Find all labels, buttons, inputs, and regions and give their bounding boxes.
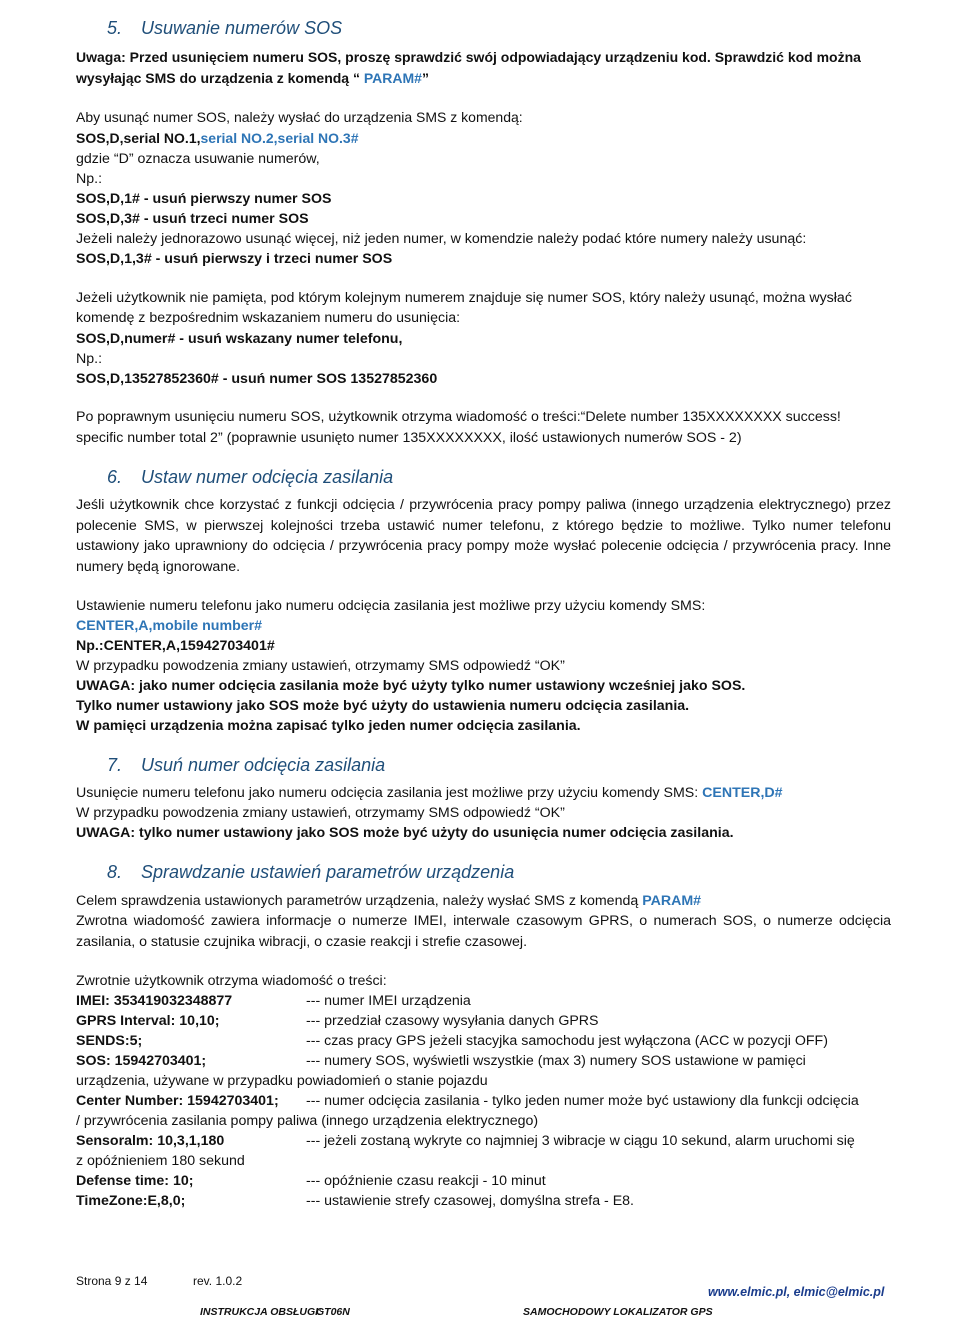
- contact-links[interactable]: www.elmic.pl, elmic@elmic.pl: [708, 1285, 885, 1299]
- param-description: --- numer IMEI urządzenia: [306, 993, 471, 1009]
- section-number: 6.: [107, 467, 123, 487]
- section-title: Sprawdzanie ustawień parametrów urządzenia: [141, 862, 515, 882]
- param-key: SOS: 15942703401;: [76, 1053, 207, 1069]
- param-key: GPRS Interval: 10,10;: [76, 1013, 220, 1029]
- param-command: PARAM#: [363, 70, 422, 86]
- paragraph-text: Zwrotnie użytkownik otrzyma wiadomość o treści:: [76, 973, 387, 989]
- param-key: TimeZone:E,8,0;: [76, 1193, 186, 1209]
- page-number: Strona 9 z 14: [76, 1274, 148, 1288]
- param-description-continued: z opóźnieniem 180 sekund: [76, 1153, 245, 1169]
- param-key: Sensoralm: 10,3,1,180: [76, 1133, 225, 1149]
- example-line: SOS,D,13527852360# - usuń numer SOS 13527852360: [76, 371, 438, 387]
- delete-command: SOS,D,serial NO.1,serial NO.2,serial NO.3#: [76, 130, 359, 146]
- warning-line-1: Uwaga: Przed usunięciem numeru SOS, proszę sprawdzić swój odpowiadający urządzeniu kod. Sprawdzić kod można: [76, 49, 861, 65]
- param-command: PARAM#: [642, 893, 702, 909]
- example-line: SOS,D,3# - usuń trzeci numer SOS: [76, 211, 309, 227]
- param-key: Defense time: 10;: [76, 1173, 194, 1189]
- param-key: IMEI: 353419032348877: [76, 993, 233, 1009]
- warning-line: UWAGA: jako numer odcięcia zasilania może być użyty tylko numer ustawiony wcześniej jako SOS.: [76, 678, 746, 694]
- param-description: --- czas pracy GPS jeżeli stacyjka samochodu jest wyłączona (ACC w pozycji OFF): [306, 1033, 828, 1049]
- note-text: gdzie “D” oznacza usuwanie numerów,: [76, 151, 320, 167]
- section-number: 7.: [107, 755, 123, 775]
- warning-line: UWAGA: tylko numer ustawiony jako SOS może być użyty do usunięcia numer odcięcia zasilania.: [76, 825, 734, 841]
- param-description-continued: urządzenia, używane w przypadku powiadomień o stanie pojazdu: [76, 1073, 488, 1089]
- section-number: 8.: [107, 862, 123, 882]
- product-name: SAMOCHODOWY LOKALIZATOR GPS: [523, 1306, 713, 1318]
- center-delete-command: CENTER,D#: [702, 785, 783, 801]
- warning-line: Tylko numer ustawiony jako SOS może być użyty do ustawienia numeru odcięcia zasilania.: [76, 698, 690, 714]
- warning-line: W pamięci urządzenia można zapisać tylko jeden numer odcięcia zasilania.: [76, 718, 581, 734]
- paragraph-text: Jeżeli należy jednorazowo usunąć więcej, niż jeden numer, w komendzie należy podać które numery należy usunąć:: [76, 231, 807, 247]
- paragraph-text: W przypadku powodzenia zmiany ustawień, otrzymamy SMS odpowiedź “OK”: [76, 805, 565, 821]
- example-line: SOS,D,1,3# - usuń pierwszy i trzeci numer SOS: [76, 251, 393, 267]
- param-key: SENDS:5;: [76, 1033, 143, 1049]
- paragraph-text: Usunięcie numeru telefonu jako numeru odcięcia zasilania jest możliwe przy użyciu komendy SMS: CENTER,D#: [76, 785, 783, 801]
- model-name: GT06N: [316, 1306, 350, 1318]
- param-description: --- numer odcięcia zasilania - tylko jeden numer może być ustawiony dla funkcji odcięcia: [306, 1093, 859, 1109]
- param-description: --- opóźnienie czasu reakcji - 10 minut: [306, 1173, 546, 1189]
- paragraph-text: Jeśli użytkownik chce korzystać z funkcji odcięcia / przywrócenia pracy pompy paliwa (innego urządzenia elektrycznego) przez polecenie SMS, w pierwszej kolejności trzeba ustawić numer telefonu, z którego będzie to możliwe. Tylko numer telefonu ustawiony jako uprawniony do odcięcia / przywrócenia pracy pompy może wysłać polecenie odcięcia / przywrócenia pracy. Inne numery będą ignorowane.: [76, 497, 891, 575]
- section-title: Usuń numer odcięcia zasilania: [141, 755, 386, 775]
- param-description: --- ustawienie strefy czasowej, domyślna strefa - E8.: [306, 1193, 635, 1209]
- paragraph-text: Ustawienie numeru telefonu jako numeru odcięcia zasilania jest możliwe przy użyciu komendy SMS:: [76, 598, 706, 614]
- section-number: 5.: [107, 18, 123, 38]
- paragraph-text: Po poprawnym usunięciu numeru SOS, użytkownik otrzyma wiadomość o treści:“Delete number 135XXXXXXXX success!: [76, 409, 841, 425]
- instruction-text: Aby usunąć numer SOS, należy wysłać do urządzenia SMS z komendą:: [76, 109, 523, 125]
- example-label: Np.:: [76, 351, 103, 367]
- example-line: SOS,D,numer# - usuń wskazany numer telefonu,: [76, 331, 403, 347]
- paragraph-text: specific number total 2” (poprawnie usunięto numer 135XXXXXXXX, ilość ustawionych numerów SOS - 2): [76, 430, 742, 446]
- revision: rev. 1.0.2: [193, 1274, 243, 1288]
- paragraph-text: komendę z bezpośrednim wskazaniem numeru do usunięcia:: [76, 310, 461, 326]
- paragraph-text: Celem sprawdzenia ustawionych parametrów urządzenia, należy wysłać SMS z komendą PARAM#: [76, 893, 702, 909]
- example-line: Np.:CENTER,A,15942703401#: [76, 638, 275, 654]
- warning-line-2: wysyłając SMS do urządzenia z komendą “ PARAM#”: [76, 70, 429, 86]
- param-description-continued: / przywrócenia zasilania pompy paliwa (innego urządzenia elektrycznego): [76, 1113, 539, 1129]
- center-command: CENTER,A,mobile number#: [76, 618, 263, 634]
- paragraph-text: Jeżeli użytkownik nie pamięta, pod którym kolejnym numerem znajduje się numer SOS, który należy usunąć, można wysłać: [76, 290, 852, 306]
- param-description: --- jeżeli zostaną wykryte co najmniej 3 wibracje w ciągu 10 sekund, alarm uruchomi się: [306, 1133, 855, 1149]
- section-title: Ustaw numer odcięcia zasilania: [141, 467, 394, 487]
- paragraph-text: W przypadku powodzenia zmiany ustawień, otrzymamy SMS odpowiedź “OK”: [76, 658, 565, 674]
- section-title: Usuwanie numerów SOS: [141, 18, 343, 38]
- paragraph-text: Zwrotna wiadomość zawiera informacje o numerze IMEI, interwale czasowym GPRS, o numerach SOS, o numerze odcięcia zasilania, o statusie czujnika wibracji, o czasie reakcji i strefie czasowej.: [76, 913, 891, 950]
- example-line: SOS,D,1# - usuń pierwszy numer SOS: [76, 191, 332, 207]
- manual-label: INSTRUKCJA OBSŁUGI:: [200, 1306, 322, 1318]
- example-label: Np.:: [76, 171, 103, 187]
- param-description: --- numery SOS, wyświetli wszystkie (max 3) numery SOS ustawione w pamięci: [306, 1053, 806, 1069]
- param-description: --- przedział czasowy wysyłania danych GPRS: [306, 1013, 599, 1029]
- param-key: Center Number: 15942703401;: [76, 1093, 279, 1109]
